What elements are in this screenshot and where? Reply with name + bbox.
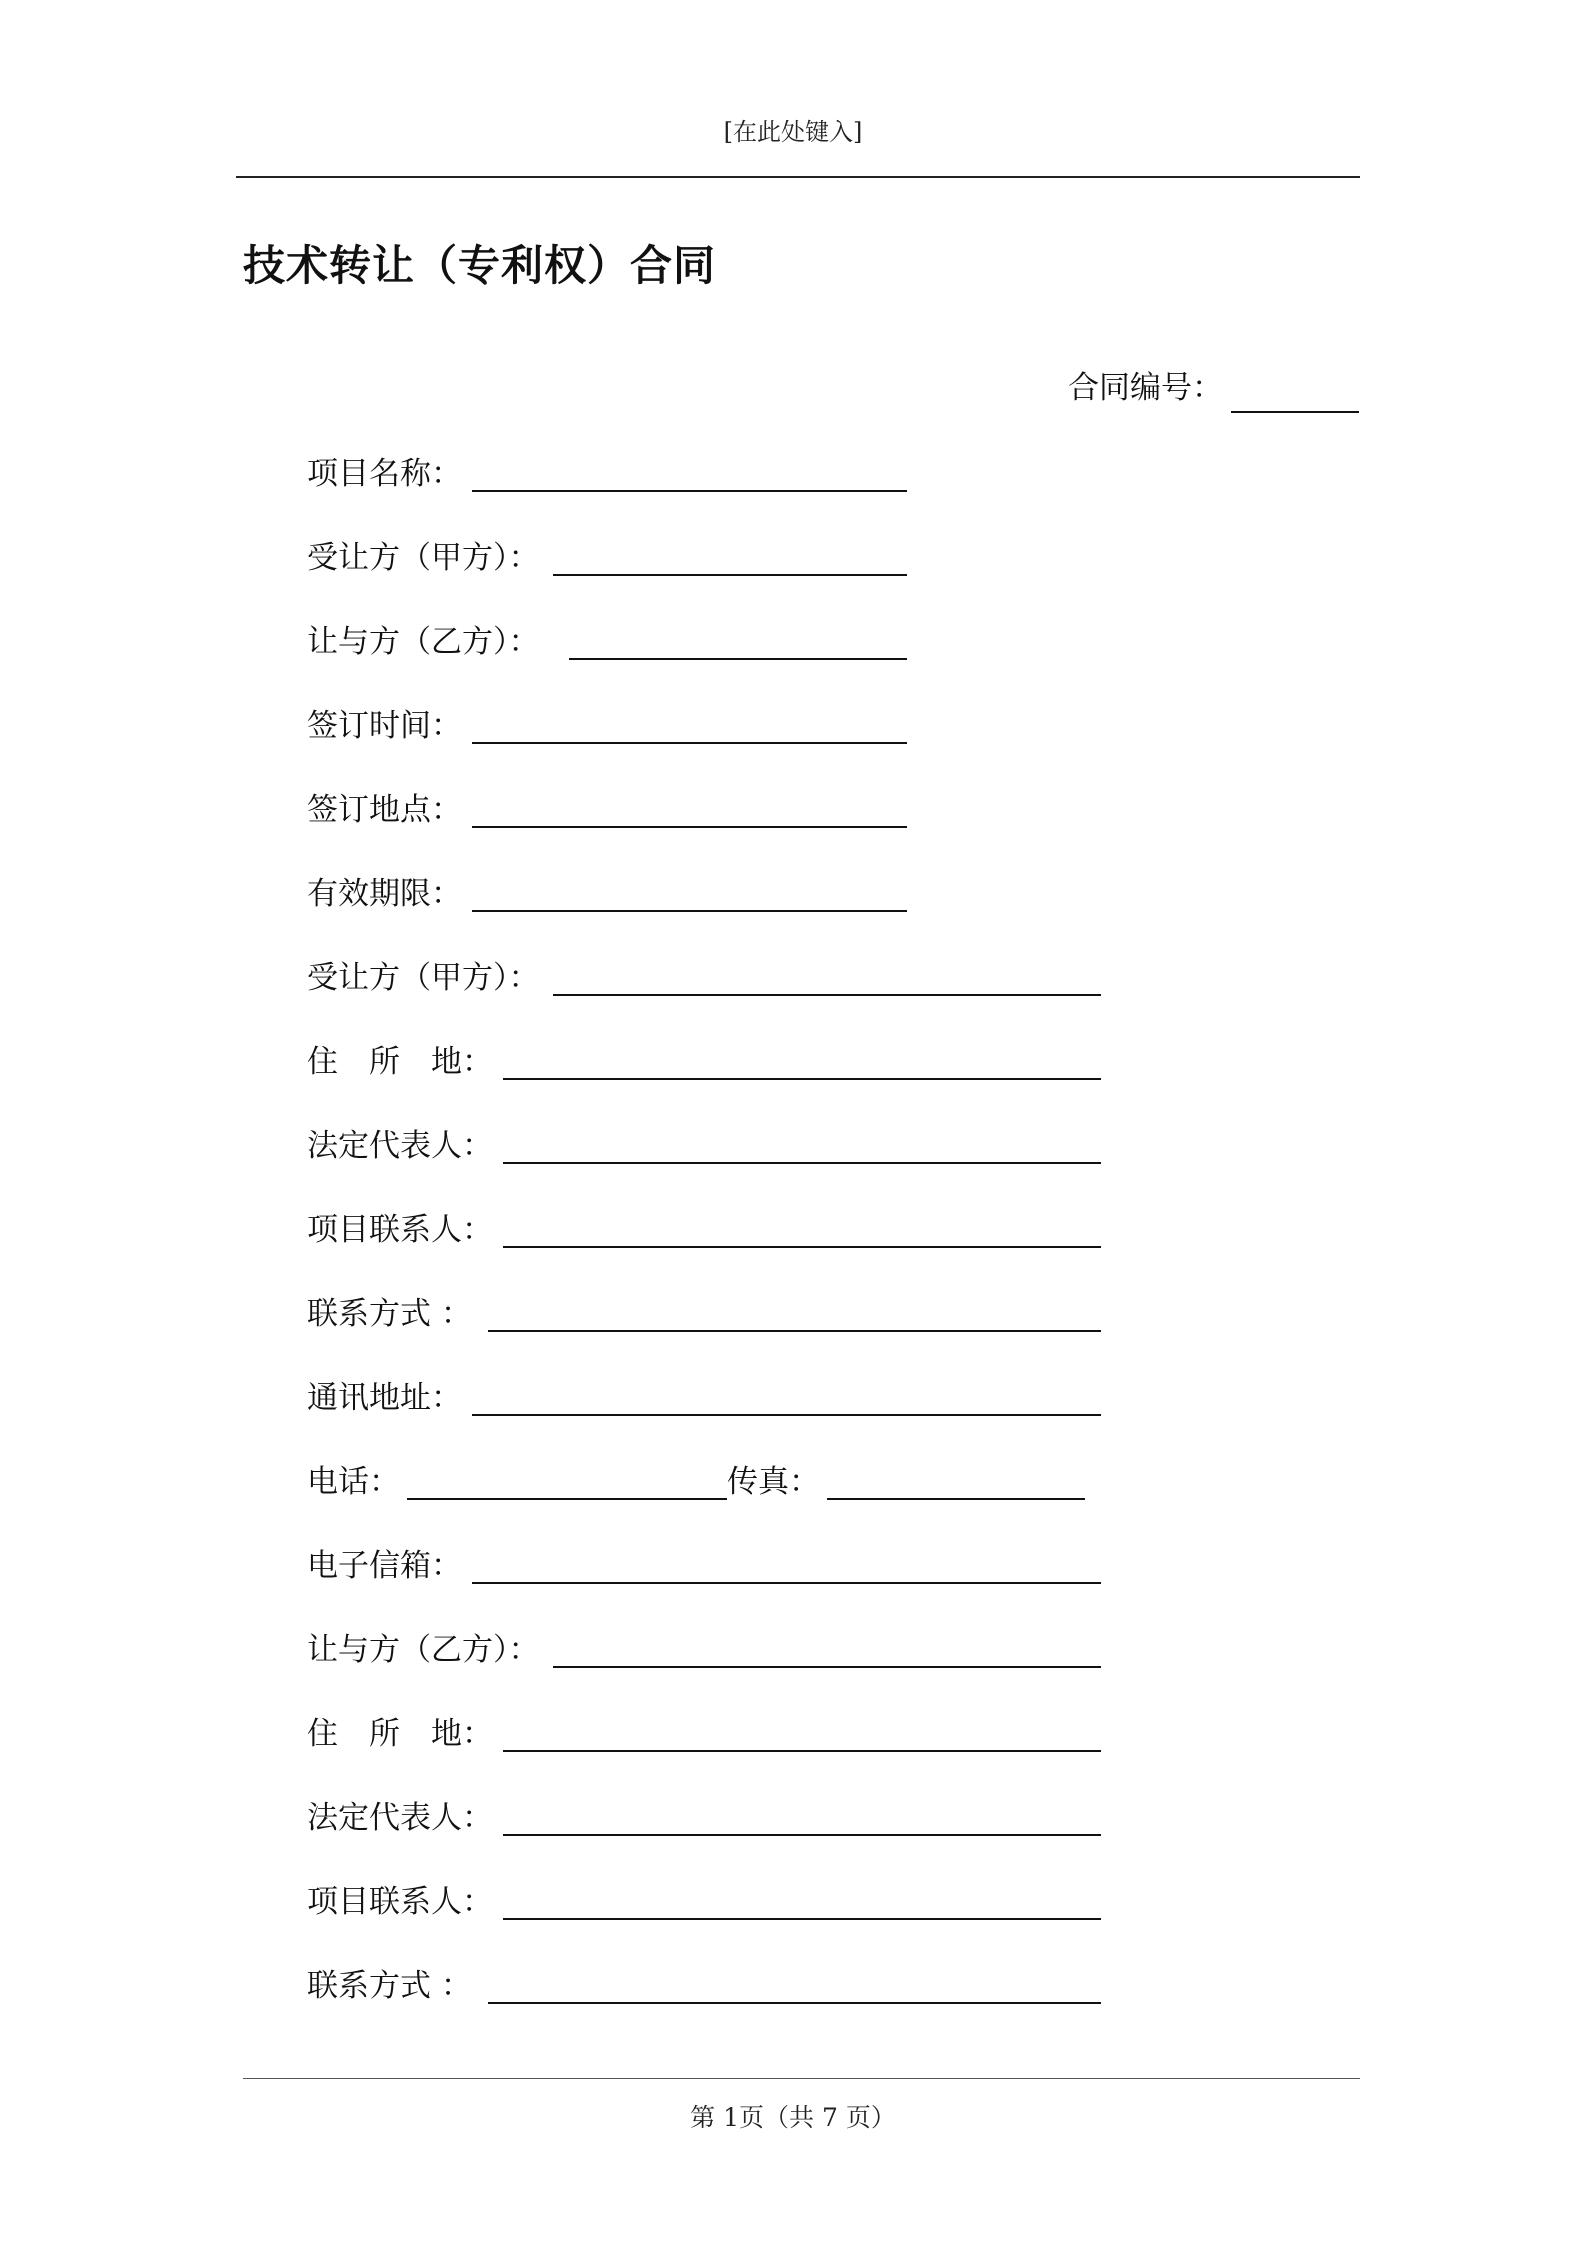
a-contact-method-field[interactable] bbox=[488, 1330, 1101, 1332]
field-label: 项目联系人： bbox=[307, 1212, 493, 1248]
sign-place-field[interactable] bbox=[472, 826, 907, 828]
field-label: 有效期限： bbox=[307, 876, 462, 912]
field-label: 受让方（甲方）： bbox=[307, 960, 540, 996]
a-contact-person-field[interactable] bbox=[503, 1246, 1101, 1248]
a-mail-address-field[interactable] bbox=[472, 1414, 1101, 1416]
a-fax-field[interactable] bbox=[827, 1498, 1085, 1500]
b-address-field[interactable] bbox=[503, 1750, 1101, 1752]
field-label: 联系方式 ： bbox=[307, 1296, 472, 1332]
field-label: 让与方（乙方）： bbox=[307, 624, 540, 660]
page-number: 第 1页（共 7 页） bbox=[690, 2103, 896, 2132]
party-b-field[interactable] bbox=[553, 1666, 1101, 1668]
b-contact-person-field[interactable] bbox=[503, 1918, 1101, 1920]
contract-number bbox=[1068, 362, 1359, 407]
project-name-field[interactable] bbox=[472, 490, 907, 492]
assignee-a-field[interactable] bbox=[553, 574, 907, 576]
b-legal-rep-field[interactable] bbox=[503, 1834, 1101, 1836]
b-contact-method-field[interactable] bbox=[488, 2002, 1101, 2004]
assignor-b-field[interactable] bbox=[569, 658, 907, 660]
fax-label: 传真： bbox=[727, 1464, 820, 1500]
validity-field[interactable] bbox=[472, 910, 907, 912]
field-label: 受让方（甲方）： bbox=[307, 540, 540, 576]
a-phone-field[interactable] bbox=[407, 1498, 727, 1500]
a-email-field[interactable] bbox=[472, 1582, 1101, 1584]
field-label: 项目联系人： bbox=[307, 1884, 493, 1920]
field-label: 电子信箱： bbox=[307, 1548, 462, 1584]
a-address-field[interactable] bbox=[503, 1078, 1101, 1080]
document-title: 技术转让（专利权）合同 bbox=[243, 241, 717, 290]
field-label: 签订地点： bbox=[307, 792, 462, 828]
field-label: 让与方（乙方）： bbox=[307, 1632, 540, 1668]
field-label: 住 所 地： bbox=[307, 1716, 493, 1752]
header-divider bbox=[236, 176, 1360, 178]
field-label: 联系方式 ： bbox=[307, 1968, 472, 2004]
field-label: 通讯地址： bbox=[307, 1380, 462, 1416]
field-label: 项目名称： bbox=[307, 456, 462, 492]
contract-number-label: 合同编号： bbox=[1068, 370, 1223, 406]
a-legal-rep-field[interactable] bbox=[503, 1162, 1101, 1164]
party-a-field[interactable] bbox=[553, 994, 1101, 996]
footer-divider bbox=[243, 2078, 1360, 2079]
contract-number-field[interactable] bbox=[1231, 411, 1359, 413]
field-label: 法定代表人： bbox=[307, 1128, 493, 1164]
phone-label: 电话： bbox=[307, 1464, 400, 1500]
field-label: 法定代表人： bbox=[307, 1800, 493, 1836]
page-header[interactable]: [在此处键入] bbox=[723, 118, 863, 146]
sign-date-field[interactable] bbox=[472, 742, 907, 744]
field-label: 签订时间： bbox=[307, 708, 462, 744]
field-label: 住 所 地： bbox=[307, 1044, 493, 1080]
